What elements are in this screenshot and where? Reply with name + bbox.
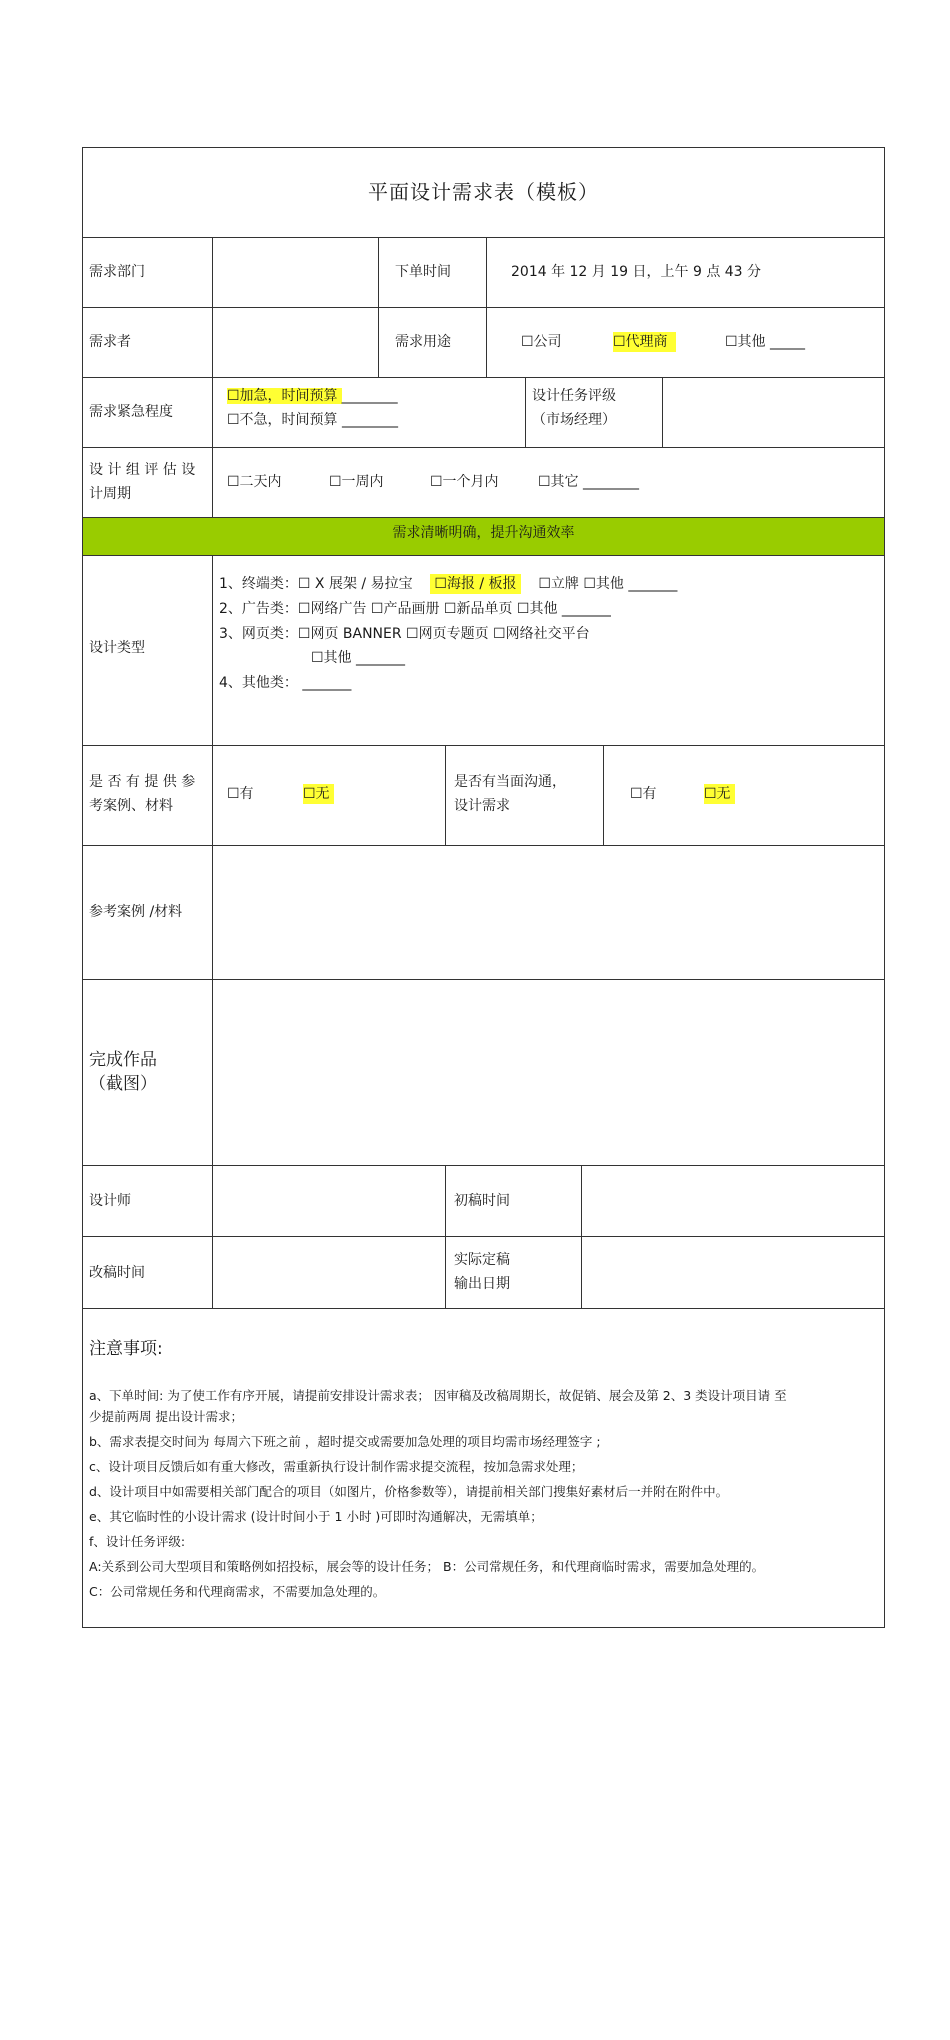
- order-time-label: 下单时间: [395, 264, 451, 280]
- reference-q-label-2: 考案例、材料: [89, 798, 173, 814]
- note-a-1: a、下单时间: 为了使工作有序开展，请提前安排设计需求表； 因审稿及改稿周期长，故促销、展会及第 2、3 类设计项目请 至: [89, 1388, 787, 1403]
- note-b: b、需求表提交时间为 每周六下班之前 ，超时提交或需要加急处理的项目均需市场经理签字 ;: [89, 1434, 601, 1449]
- requester-label: 需求者: [89, 334, 131, 350]
- design-line-1: [219, 574, 677, 594]
- note-d: d、设计项目中如需要相关部门配合的项目（如图片，价格参数等），请提前相关部门搜集好素材后一并附在附件中。: [89, 1484, 729, 1499]
- usage-company-checkbox[interactable]: ☐公司: [521, 334, 562, 350]
- row-design-type: [83, 556, 884, 746]
- final-date-value[interactable]: [581, 1237, 884, 1308]
- form-title: 平面设计需求表（模板）: [368, 180, 599, 204]
- row-urgency: [83, 378, 884, 448]
- designer-value[interactable]: [212, 1166, 445, 1236]
- meeting-q-label-1: 是否有当面沟通，: [454, 774, 566, 790]
- usage-options: [486, 308, 884, 377]
- note-e: e、其它临时性的小设计需求 (设计时间小于 1 小时 )可即时沟通解决，无需填单；: [89, 1509, 543, 1524]
- row-requester: [83, 308, 884, 378]
- finished-work-area[interactable]: [212, 980, 884, 1165]
- not-urgent-checkbox[interactable]: ☐不急，时间预算 ________: [227, 412, 399, 428]
- terminal-display-checkbox[interactable]: 1、终端类：☐ X 展架 / 易拉宝: [219, 576, 413, 592]
- cycle-2days-checkbox[interactable]: ☐二天内: [227, 474, 282, 490]
- final-date-label-1: 实际定稿: [454, 1252, 510, 1268]
- order-time-value: 2014 年 12 月 19 日，上午 9 点 43 分: [511, 264, 762, 280]
- note-c: c、设计项目反馈后如有重大修改，需重新执行设计制作需求提交流程，按加急需求处理；: [89, 1459, 584, 1474]
- designer-label: 设计师: [89, 1193, 131, 1209]
- usage-other-checkbox[interactable]: ☐其他 _____: [725, 334, 806, 350]
- dept-value[interactable]: [212, 238, 378, 307]
- note-f-c: C：公司常规任务和代理商需求，不需要加急处理的。: [89, 1584, 386, 1599]
- dept-label: 需求部门: [89, 264, 145, 280]
- terminal-other-checkbox[interactable]: ☐立牌 ☐其他 _______: [538, 576, 678, 592]
- rating-label-2: （市场经理）: [532, 412, 616, 428]
- design-line-3[interactable]: 3、网页类：☐网页 BANNER ☐网页专题页 ☐网络社交平台: [219, 626, 590, 642]
- urgent-checkbox[interactable]: ☐加急，时间预算: [227, 388, 342, 404]
- finished-label-2: （截图）: [89, 1074, 157, 1094]
- order-time-value-cell[interactable]: [486, 238, 884, 307]
- slogan-text: 需求清晰明确，提升沟通效率: [392, 525, 575, 541]
- design-line-4[interactable]: 4、其他类： _______: [219, 675, 352, 691]
- row-reference-material: [83, 846, 884, 980]
- cycle-label-1: 设 计 组 评 估 设: [89, 462, 196, 478]
- row-cycle: [83, 448, 884, 518]
- reference-yes-checkbox[interactable]: ☐有: [227, 786, 254, 802]
- meeting-q-label-cell: [445, 746, 603, 845]
- reference-q-options: [212, 746, 445, 845]
- urgent-budget-blank: ________: [341, 388, 398, 404]
- design-type-options: [212, 556, 884, 745]
- row-revision: [83, 1237, 884, 1309]
- cycle-week-checkbox[interactable]: ☐一周内: [329, 474, 384, 490]
- notes-title: 注意事项:: [89, 1339, 163, 1359]
- meeting-q-options: [603, 746, 884, 845]
- draft-time-label-cell: [445, 1166, 581, 1236]
- urgency-options: [212, 378, 525, 447]
- reference-material-label: 参考案例 /材料: [89, 904, 183, 920]
- draft-time-label: 初稿时间: [454, 1193, 510, 1209]
- note-f: f、设计任务评级:: [89, 1534, 186, 1549]
- note-f-ab: A:关系到公司大型项目和策略例如招投标，展会等的设计任务； B：公司常规任务，和代理商临时需求，需要加急处理的。: [89, 1559, 765, 1574]
- reference-no-checkbox[interactable]: ☐无: [303, 784, 334, 804]
- rating-value[interactable]: [662, 378, 884, 447]
- design-line-3b[interactable]: ☐其他 _______: [311, 650, 406, 666]
- meeting-no-checkbox[interactable]: ☐无: [704, 784, 735, 804]
- design-type-label: 设计类型: [89, 640, 145, 656]
- final-date-label-cell: [445, 1237, 581, 1308]
- row-designer: [83, 1166, 884, 1237]
- reference-q-label-1: 是 否 有 提 供 参: [89, 774, 196, 790]
- cycle-options: [212, 448, 884, 517]
- final-date-label-2: 输出日期: [454, 1276, 510, 1292]
- rating-label-cell: [525, 378, 662, 447]
- meeting-q-label-2: 设计需求: [454, 798, 510, 814]
- requester-value[interactable]: [212, 308, 378, 377]
- usage-label-cell: [378, 308, 486, 377]
- row-finished-work: [83, 980, 884, 1166]
- title-row: [83, 148, 884, 238]
- revision-label: 改稿时间: [89, 1265, 145, 1281]
- draft-time-value[interactable]: [581, 1166, 884, 1236]
- row-department: [83, 238, 884, 308]
- usage-agent-checkbox[interactable]: ☐代理商: [613, 332, 676, 352]
- rating-label-1: 设计任务评级: [532, 388, 616, 404]
- note-a-2: 少提前两周 提出设计需求；: [89, 1409, 243, 1424]
- design-request-form: [82, 147, 885, 1628]
- revision-value[interactable]: [212, 1237, 445, 1308]
- cycle-label-2: 计周期: [89, 486, 131, 502]
- notes-section: [83, 1309, 884, 1627]
- urgent-checkbox-line[interactable]: [227, 386, 398, 406]
- slogan-banner: [83, 518, 884, 556]
- design-line-2[interactable]: 2、广告类：☐网络广告 ☐产品画册 ☐新品单页 ☐其他 _______: [219, 601, 611, 617]
- cycle-other-checkbox[interactable]: ☐其它 ________: [538, 474, 640, 490]
- reference-material-area[interactable]: [212, 846, 884, 979]
- finished-label-1: 完成作品: [89, 1050, 157, 1070]
- cycle-month-checkbox[interactable]: ☐一个月内: [430, 474, 499, 490]
- poster-checkbox[interactable]: ☐海报 / 板报: [430, 574, 520, 594]
- meeting-yes-checkbox[interactable]: ☐有: [630, 786, 657, 802]
- usage-label: 需求用途: [395, 334, 451, 350]
- urgency-label: 需求紧急程度: [89, 404, 173, 420]
- row-reference-question: [83, 746, 884, 846]
- order-time-label-cell: [378, 238, 486, 307]
